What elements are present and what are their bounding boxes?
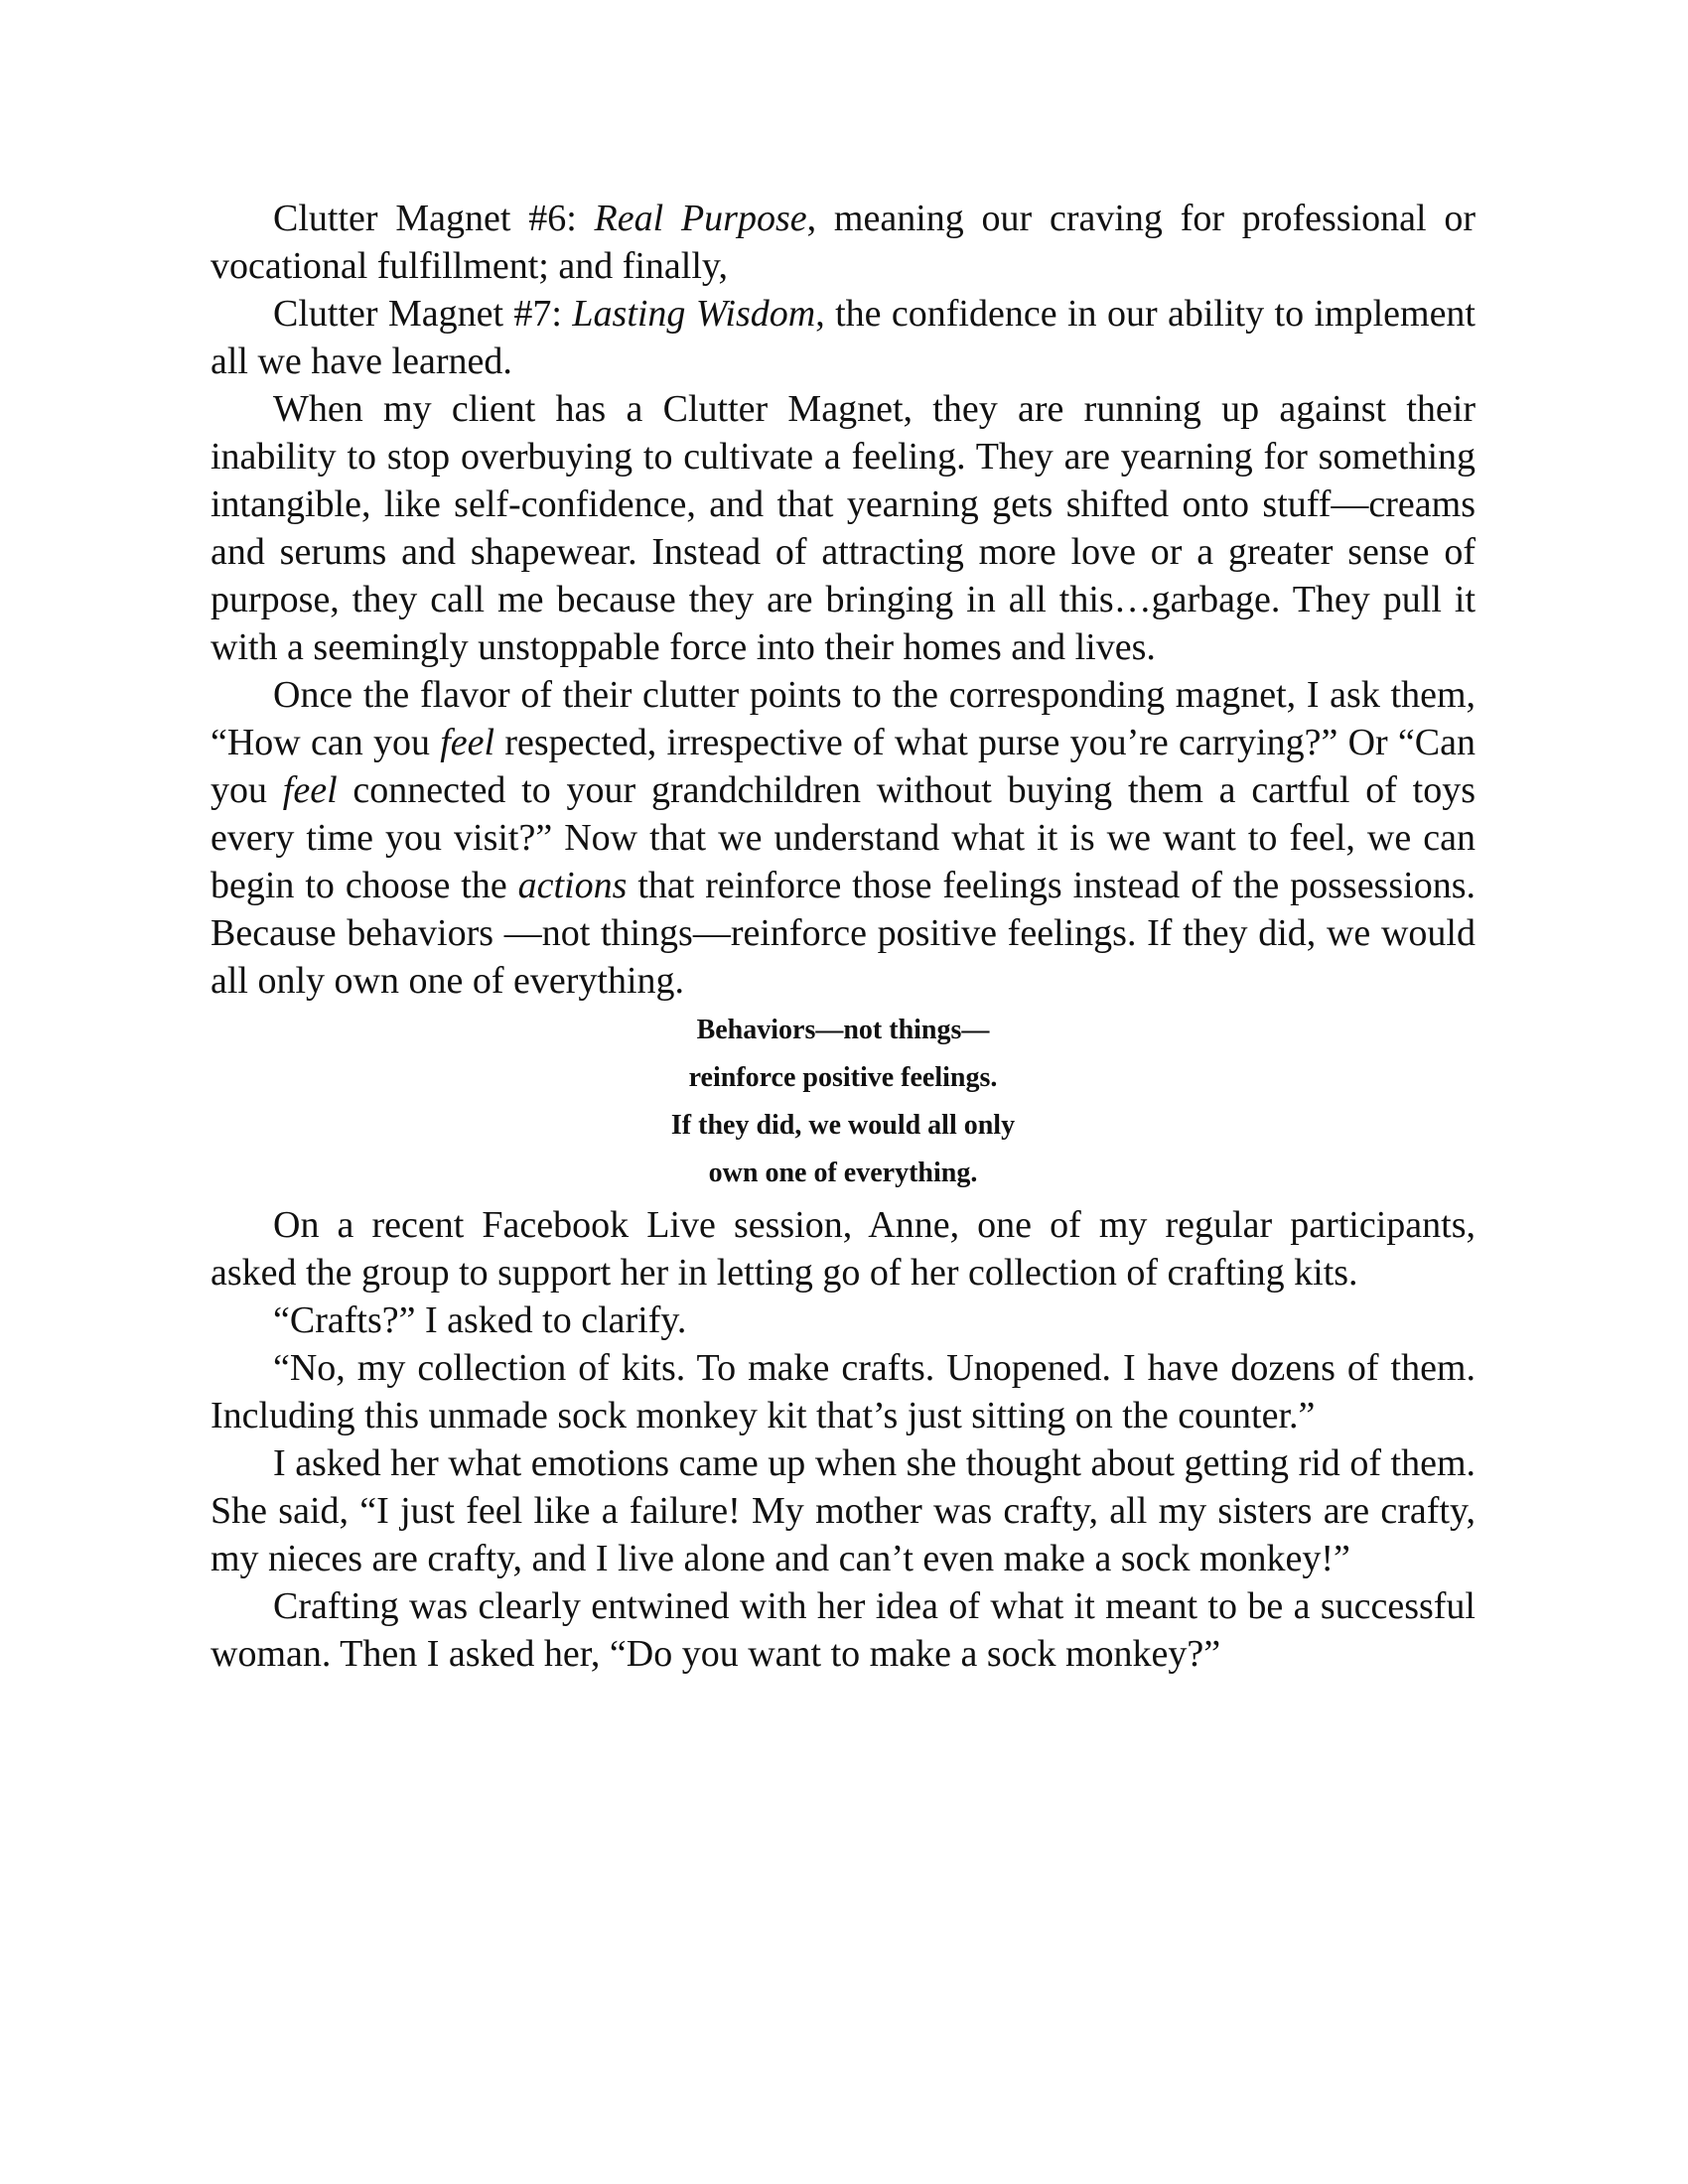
paragraph	[211, 1297, 1476, 1344]
paragraph	[211, 671, 1476, 1005]
text-run: When my client has a Clutter Magnet, they are running up against their inability to stop overbuying to cultivate a feeling. They are yearning for something intangible, like self-confidence, and that yearning gets shifted onto stuff—creams and serums and shapewear. Instead of attracting more love or a greater sense of purpose, they call me because they are bringing in all this…garbage. They pull it with a seemingly unstoppable force into their homes and lives.	[211, 388, 1476, 668]
text-run: respected, irrespective of what purse you’re carrying?” Or “Can you	[211, 722, 1476, 811]
pull-quote-line: Behaviors—not things—	[696, 1015, 990, 1045]
text-run: that reinforce those feelings instead of the possessions. Because behaviors —not things—reinforce positive feelings. If they did, we would all only own one of everything.	[211, 865, 1476, 1002]
pull-quote	[211, 1007, 1476, 1197]
text-run: On a recent Facebook Live session, Anne, one of my regular participants, asked the group to support her in letting go of her collection of crafting kits.	[211, 1204, 1476, 1294]
paragraph	[211, 290, 1476, 385]
text-run: I asked her what emotions came up when she thought about getting rid of them. She said, “I just feel like a failure! My mother was crafty, all my sisters are crafty, my nieces are crafty, and I live alone and can’t even make a sock monkey!”	[211, 1442, 1476, 1579]
paragraph	[211, 385, 1476, 671]
pull-quote-line: own one of everything.	[708, 1158, 978, 1188]
italic-text: feel	[440, 722, 495, 763]
text-run: Clutter Magnet #7:	[273, 293, 573, 335]
pull-quote-line: reinforce positive feelings.	[688, 1062, 998, 1093]
italic-text: Real Purpose	[594, 198, 807, 239]
paragraph	[211, 1582, 1476, 1678]
italic-text: feel	[282, 769, 338, 811]
text-run: “Crafts?” I asked to clarify.	[273, 1299, 687, 1341]
pull-quote-line: If they did, we would all only	[670, 1110, 1016, 1141]
text-run: , meaning our craving for professional or vocational fulfillment; and finally,	[211, 198, 1476, 287]
text-run: “No, my collection of kits. To make crafts. Unopened. I have dozens of them. Including this unmade sock monkey kit that’s just sitting on the counter.”	[211, 1347, 1476, 1436]
text-run: Clutter Magnet #6:	[273, 198, 595, 239]
paragraph	[211, 1439, 1476, 1582]
text-run: , the confidence in our ability to implement all we have learned.	[211, 293, 1476, 382]
paragraph	[211, 1201, 1476, 1297]
body-text-after-quote	[211, 1201, 1476, 1678]
text-run: connected to your grandchildren without buying them a cartful of toys every time you visit?” Now that we understand what it is we want to feel, we can begin to choose the	[211, 769, 1477, 906]
book-page	[211, 195, 1476, 1678]
italic-text: Lasting Wisdom	[572, 293, 816, 335]
paragraph	[211, 195, 1476, 290]
paragraph	[211, 1344, 1476, 1439]
text-run: Once the flavor of their clutter points to the corresponding magnet, I ask them, “How can you	[211, 674, 1476, 763]
italic-text: actions	[517, 865, 628, 906]
text-run: Crafting was clearly entwined with her idea of what it meant to be a successful woman. Then I asked her, “Do you want to make a sock monkey?”	[211, 1585, 1476, 1675]
body-text-before-quote	[211, 195, 1476, 1005]
